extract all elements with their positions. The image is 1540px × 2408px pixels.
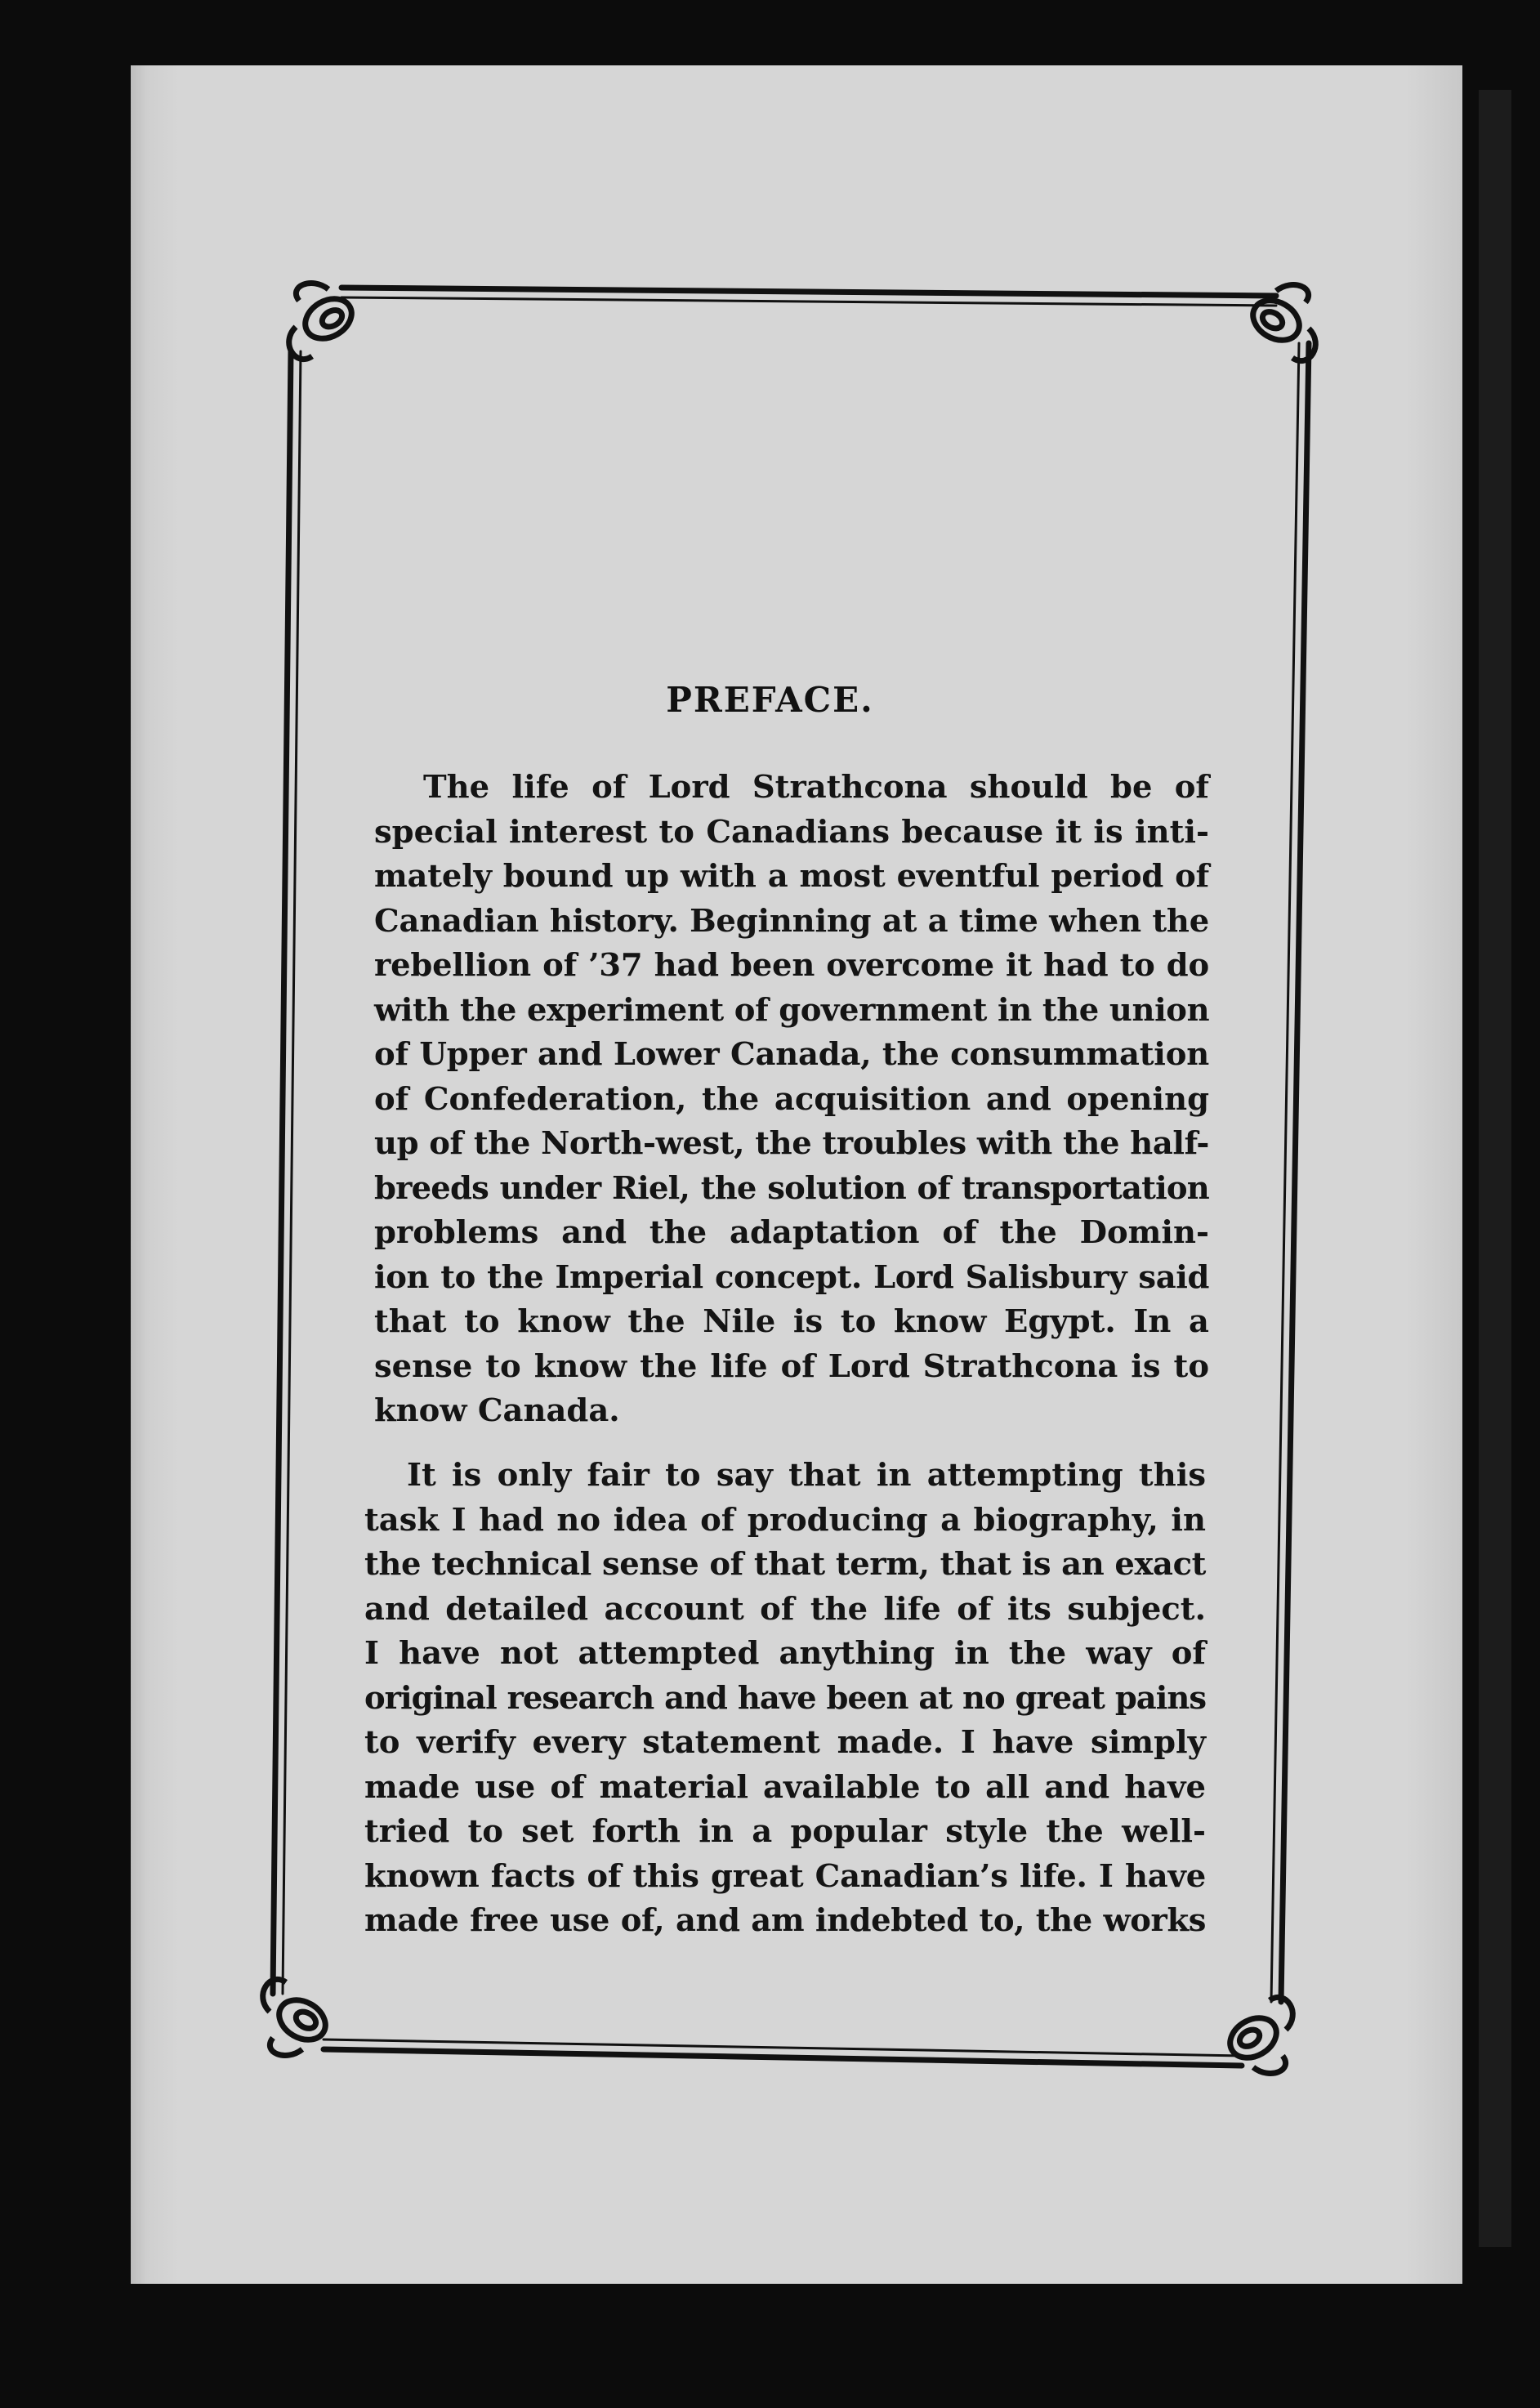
text-line: mately bound up with a most eventful period of: [374, 858, 1209, 895]
text-line: made use of material available to all and have: [364, 1768, 1206, 1806]
text-line: tried to set forth in a popular style the well-: [364, 1813, 1206, 1850]
text-line: of Confederation, the acquisition and opening: [374, 1080, 1209, 1118]
text-line: known facts of this great Canadian’s life. I have: [364, 1857, 1206, 1895]
border-left-line: [273, 351, 291, 1994]
border-top-line: [341, 288, 1276, 296]
text-line: to verify every statement made. I have simply: [364, 1724, 1206, 1761]
text-line: of Upper and Lower Canada, the consummation: [374, 1036, 1209, 1073]
text-line: the technical sense of that term, that is an exact: [364, 1546, 1206, 1583]
text-line: I have not attempted anything in the way of: [364, 1635, 1206, 1672]
text-line: original research and have been at no great pains: [364, 1679, 1206, 1717]
page-title: PREFACE.: [666, 680, 874, 720]
text-line: rebellion of ’37 had been overcome it had to do: [374, 947, 1209, 984]
text-line: The life of Lord Strathcona should be of: [423, 769, 1209, 806]
text-line: task I had no idea of producing a biography, in: [364, 1501, 1206, 1539]
text-line: It is only fair to say that in attempting this: [407, 1457, 1206, 1494]
border-bottom-line: [324, 2049, 1242, 2066]
text-line: up of the North-west, the troubles with the half-: [374, 1125, 1209, 1162]
text-line: problems and the adaptation of the Domin-: [374, 1214, 1209, 1251]
text-line: special interest to Canadians because it is inti-: [374, 813, 1209, 851]
text-line: and detailed account of the life of its subject.: [364, 1590, 1206, 1628]
text-line: that to know the Nile is to know Egypt. In a: [374, 1303, 1209, 1340]
paragraph-2: [364, 1454, 1206, 1944]
text-line: know Canada.: [374, 1392, 620, 1429]
text-line: ion to the Imperial concept. Lord Salisbury said: [374, 1258, 1209, 1296]
text-line: Canadian history. Beginning at a time when the: [374, 902, 1209, 940]
text-line: with the experiment of government in the union: [374, 991, 1210, 1029]
paragraph-1: [374, 766, 1209, 1434]
text-line: made free use of, and am indebted to, the works: [364, 1902, 1206, 1939]
border-top-inner-line: [341, 297, 1276, 306]
text-line: breeds under Riel, the solution of transportation: [374, 1169, 1209, 1207]
text-line: sense to know the life of Lord Strathcona is to: [374, 1347, 1209, 1385]
